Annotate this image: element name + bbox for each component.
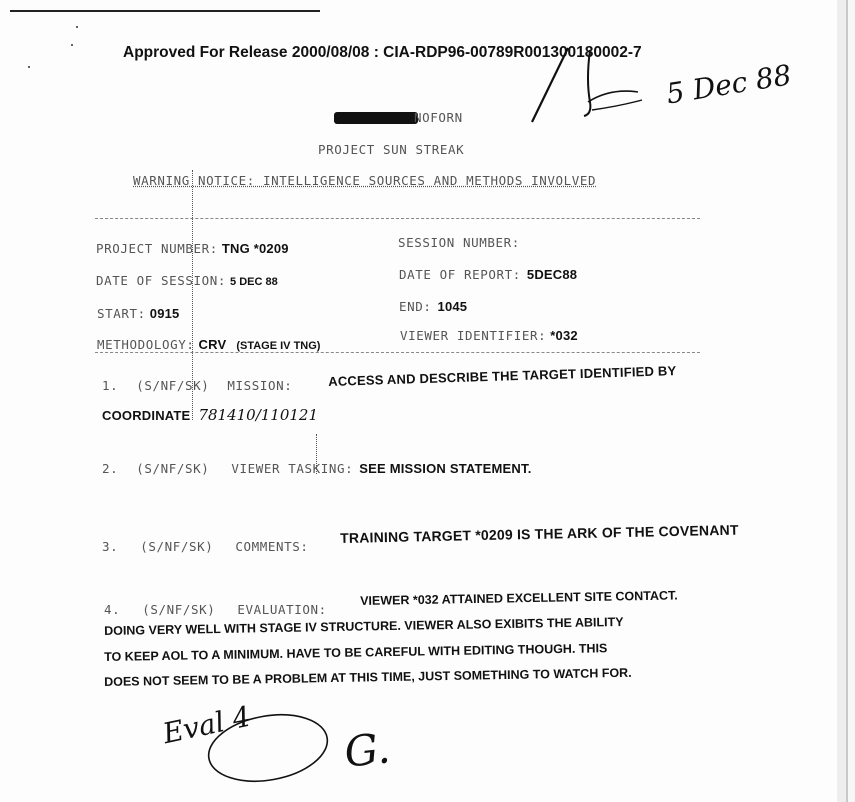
evaluation-classification: (S/NF/SK) [142,602,216,617]
evaluation-number: 4. [104,602,121,617]
scan-speck [71,44,73,46]
date-of-session-label: DATE OF SESSION: [96,273,227,288]
viewer-identifier-label: VIEWER IDENTIFIER: [400,328,547,343]
mission-text-line1: ACCESS AND DESCRIBE THE TARGET IDENTIFIED BY [328,363,677,389]
release-line: Approved For Release 2000/08/08 : CIA-RDP96-00789R001300180002-7 [123,44,642,61]
viewer-identifier-row [400,325,578,344]
mission-row [102,375,292,394]
mission-number: 1. [102,378,119,393]
session-number-label: SESSION NUMBER: [398,235,520,250]
evaluation-label: EVALUATION: [237,602,327,617]
start-row [97,303,180,322]
viewer-identifier-value: *032 [550,328,578,343]
evaluation-text-line1: VIEWER *032 ATTAINED EXCELLENT SITE CONTACT. [360,588,678,608]
date-of-session-row [96,270,278,289]
tasking-classification: (S/NF/SK) [136,461,210,476]
methodology-value: CRV [198,337,227,352]
scan-speck [76,26,78,28]
start-label: START: [97,306,146,321]
tasking-text: SEE MISSION STATEMENT. [359,461,532,476]
evaluation-text-line4: DOES NOT SEEM TO BE A PROBLEM AT THIS TIME, JUST SOMETHING TO WATCH FOR. [104,665,632,689]
handwritten-slash-marks [520,40,670,130]
scan-top-rule [10,10,320,12]
eval-annotation: Eval 4 [160,699,254,751]
divider-line [95,218,700,219]
project-number-label: PROJECT NUMBER: [96,241,218,256]
comments-classification: (S/NF/SK) [140,539,214,554]
handwritten-date: 5 Dec 88 [664,58,794,111]
scan-speck [28,66,30,68]
evaluation-text-line2: DOING VERY WELL WITH STAGE IV STRUCTURE. VIEWER ALSO EXIBITS THE ABILITY [104,614,624,638]
tasking-number: 2. [102,461,119,476]
classification-redaction [334,112,418,124]
end-value: 1045 [437,299,468,314]
methodology-note: (STAGE IV TNG) [236,340,321,352]
mission-coordinate: 781410/110121 [198,406,319,424]
tasking-row [102,458,532,477]
date-of-session-value: 5 DEC 88 [230,276,278,288]
page-edge-shadow [837,0,846,802]
date-of-report-row [399,264,577,283]
date-of-report-label: DATE OF REPORT: [399,267,521,282]
date-of-report-value: 5DEC88 [526,267,578,282]
methodology-label: METHODOLOGY: [97,337,195,352]
evaluation-text-line3: TO KEEP AOL TO A MINIMUM. HAVE TO BE CAREFUL WITH EDITING THOUGH. THIS [104,641,608,664]
mission-label: MISSION: [227,378,293,393]
warning-notice: WARNING NOTICE: INTELLIGENCE SOURCES AND METHODS INVOLVED [133,173,597,188]
project-number-row [96,238,289,257]
tasking-label: VIEWER TASKING: [231,461,354,476]
end-label: END: [399,299,432,314]
methodology-row [97,334,320,353]
classification-caveat: NOFORN [414,110,463,125]
mission-classification: (S/NF/SK) [136,378,210,393]
comments-row [102,536,309,555]
start-value: 0915 [149,306,180,321]
reviewer-initial: G. [342,723,393,777]
mission-coordinate-prefix: COORDINATE [102,408,191,423]
end-row [399,296,467,315]
project-number-value: TNG *0209 [221,241,289,256]
mission-coordinate-row [102,405,318,424]
project-title: PROJECT SUN STREAK [318,142,465,157]
evaluation-row [104,599,327,618]
comments-number: 3. [102,539,119,554]
comments-label: COMMENTS: [235,539,309,554]
comments-text: TRAINING TARGET *0209 IS THE ARK OF THE COVENANT [340,521,739,546]
